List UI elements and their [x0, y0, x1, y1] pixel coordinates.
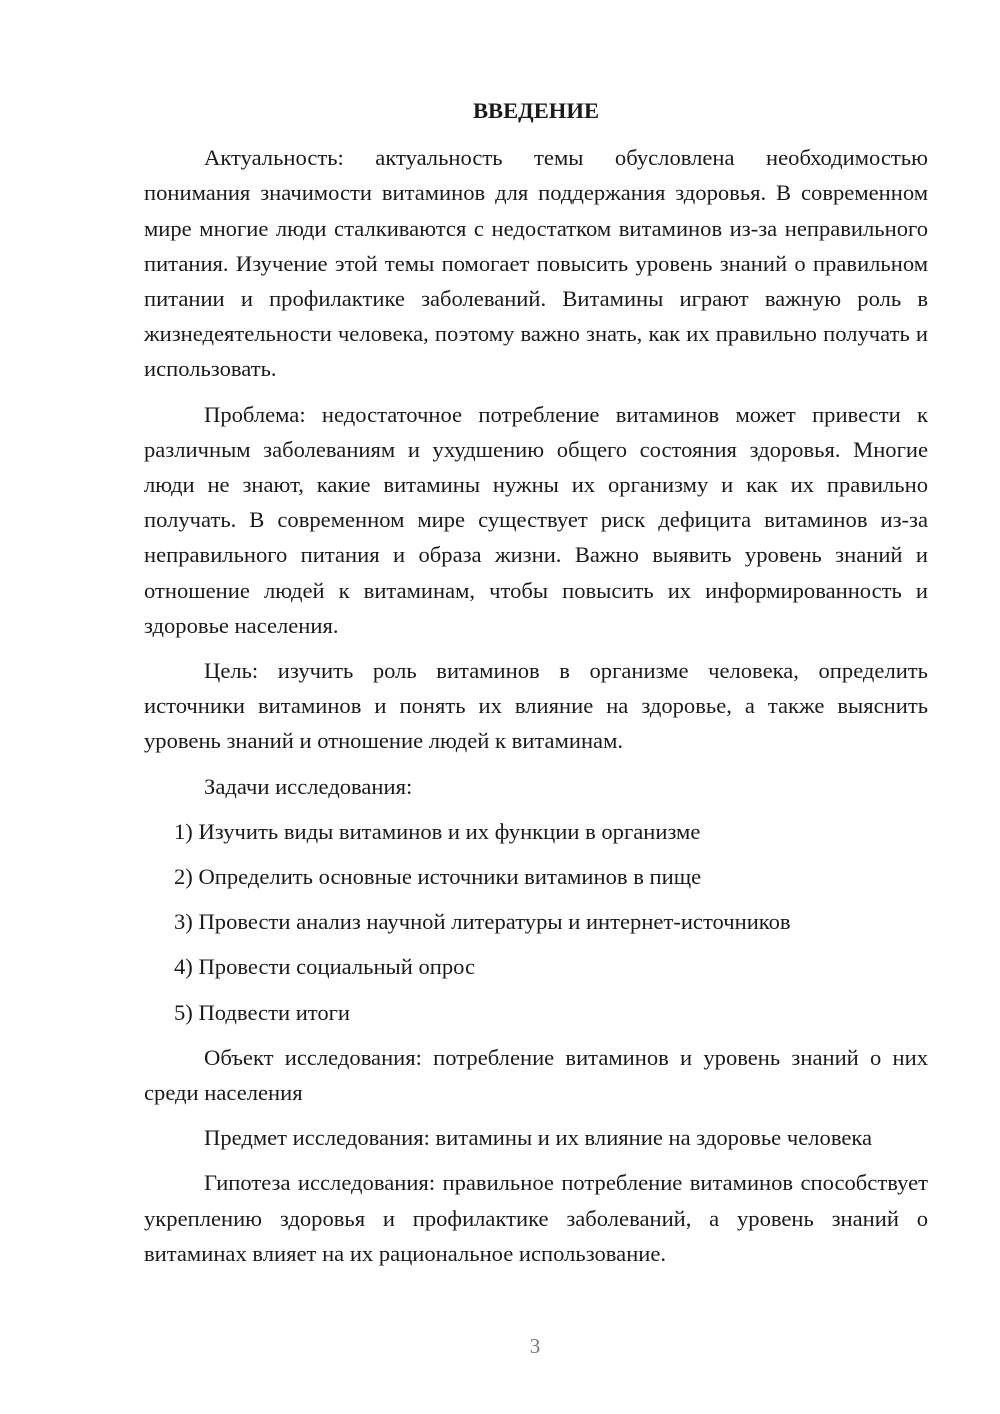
task-item-4: 4) Провести социальный опрос: [174, 954, 476, 980]
section-heading: ВВЕДЕНИЕ: [472, 98, 600, 123]
goal-paragraph: Цель: изучить роль витаминов в организме человека, определить источники витаминов и понять их влияние на здоровье, а также выяснить уровень знаний и отношение людей к витаминам.: [144, 658, 928, 754]
task-item-1: 1) Изучить виды витаминов и их функции в организме: [174, 818, 701, 844]
page-content: [144, 93, 928, 1281]
task-item-3: 3) Провести анализ научной литературы и интернет-источников: [174, 909, 791, 935]
tasks-list: [144, 814, 928, 1030]
page-number: 3: [529, 1334, 541, 1358]
tasks-title: Задачи исследования:: [204, 773, 413, 799]
task-item-2: 2) Определить основные источники витаминов в пище: [174, 864, 702, 890]
subject-paragraph: Предмет исследования: витамины и их влияние на здоровье человека: [204, 1125, 873, 1151]
task-item-5: 5) Подвести итоги: [174, 999, 351, 1025]
object-paragraph: Объект исследования: потребление витаминов и уровень знаний о них среди населения: [144, 1044, 928, 1106]
relevance-paragraph: Актуальность: актуальность темы обусловлена необходимостью понимания значимости витаминов для поддержания здоровья. В современном мире многие люди сталкиваются с недостатком витаминов из-за неправильного питания. Изучение этой темы помогает повысить уровень знаний о правильном питании и профилактике заболеваний. Витамины играют важную роль в жизнедеятельности человека, поэтому важно знать, как их правильно получать и использовать.: [144, 145, 928, 382]
hypothesis-paragraph: Гипотеза исследования: правильное потребление витаминов способствует укреплению здоровья и профилактике заболеваний, а уровень знаний о витаминах влияет на их рациональное использование.: [144, 1170, 928, 1266]
problem-paragraph: Проблема: недостаточное потребление витаминов может привести к различным заболеваниям и ухудшению общего состояния здоровья. Многие люди не знают, какие витамины нужны их организму и как их правильно получать. В современном мире существует риск дефицита витаминов из-за неправильного питания и образа жизни. Важно выявить уровень знаний и отношение людей к витаминам, чтобы повысить их информированность и здоровье населения.: [144, 401, 928, 638]
